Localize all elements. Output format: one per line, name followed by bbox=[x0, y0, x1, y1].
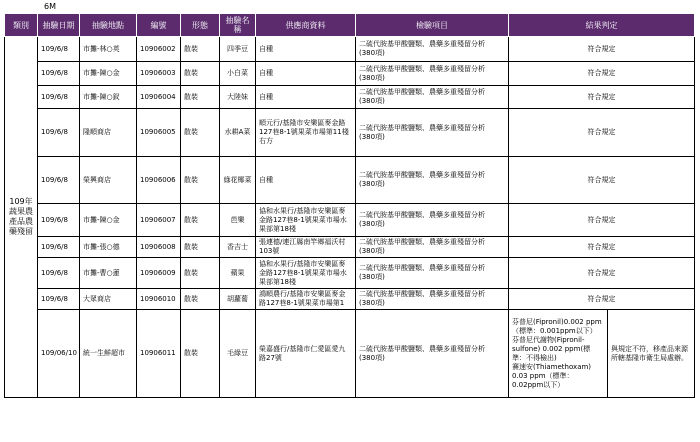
name-cell: 大陸妹 bbox=[220, 86, 256, 109]
result-cell: 芬普尼(Fipronil)0.002 ppm（標準：0.001ppm以下） 芬普尼代謝物(Fipronil-sulfone) 0.002 ppm(標準：不得檢出) 賽速安(Thiamethoxam) 0.03 ppm（標準：0.02ppm以下） bbox=[509, 310, 608, 398]
items-cell: 二硫代胺基甲酸鹽類、農藥多重殘留分析 (380項) bbox=[356, 310, 509, 398]
form-cell: 散裝 bbox=[181, 86, 220, 109]
date-cell: 109/6/8 bbox=[38, 289, 80, 310]
form-cell: 散裝 bbox=[181, 204, 220, 237]
result-cell: 符合規定 bbox=[509, 157, 695, 204]
supplier-cell: 協和水果行/基隆市安樂區麥金路127巷8-1號果菜市場水果部第18棧 bbox=[256, 204, 356, 237]
items-cell: 二硫代胺基甲酸鹽類、農藥多重殘留分析 (380項) bbox=[356, 157, 509, 204]
id-cell: 10906009 bbox=[137, 258, 181, 289]
supplier-cell: 鴻順農行/基隆市安樂區麥金路127巷8-1號果菜市場第1 bbox=[256, 289, 356, 310]
header-date: 抽驗日期 bbox=[38, 14, 80, 37]
header-name: 抽驗名稱 bbox=[220, 14, 256, 37]
name-cell: 香吉士 bbox=[220, 237, 256, 258]
location-cell: 市攤-陳○金 bbox=[80, 62, 137, 86]
supplier-cell: 榮嘉盛行/基隆市仁愛區愛九路27號 bbox=[256, 310, 356, 398]
items-cell: 二硫代胺基甲酸鹽類、農藥多重殘留分析 (380項) bbox=[356, 37, 509, 62]
table-row bbox=[5, 204, 695, 237]
items-cell: 二硫代胺基甲酸鹽類、農藥多重殘留分析 (380項) bbox=[356, 289, 509, 310]
top-label: 6M bbox=[44, 2, 56, 11]
table-row bbox=[5, 258, 695, 289]
location-cell: 市攤-曹○蓮 bbox=[80, 258, 137, 289]
form-cell: 散裝 bbox=[181, 258, 220, 289]
id-cell: 10906006 bbox=[137, 157, 181, 204]
date-cell: 109/6/8 bbox=[38, 157, 80, 204]
result-cell: 符合規定 bbox=[509, 62, 695, 86]
date-cell: 109/06/10 bbox=[38, 310, 80, 398]
form-cell: 散裝 bbox=[181, 157, 220, 204]
date-cell: 109/6/8 bbox=[38, 237, 80, 258]
name-cell: 四季豆 bbox=[220, 37, 256, 62]
items-cell: 二硫代胺基甲酸鹽類、農藥多重殘留分析 (380項) bbox=[356, 237, 509, 258]
result-cell: 符合規定 bbox=[509, 258, 695, 289]
id-cell: 10906002 bbox=[137, 37, 181, 62]
items-cell: 二硫代胺基甲酸鹽類、農藥多重殘留分析 (380項) bbox=[356, 258, 509, 289]
name-cell: 芭樂 bbox=[220, 204, 256, 237]
table-row bbox=[5, 37, 695, 62]
header-result: 結果判定 bbox=[509, 14, 695, 37]
result-cell: 符合規定 bbox=[509, 86, 695, 109]
table-row bbox=[5, 157, 695, 204]
date-cell: 109/6/8 bbox=[38, 62, 80, 86]
date-cell: 109/6/8 bbox=[38, 86, 80, 109]
table-row bbox=[5, 86, 695, 109]
name-cell: 毛綠豆 bbox=[220, 310, 256, 398]
location-cell: 大眾商店 bbox=[80, 289, 137, 310]
location-cell: 市攤-陳○釵 bbox=[80, 86, 137, 109]
name-cell: 小白菜 bbox=[220, 62, 256, 86]
date-cell: 109/6/8 bbox=[38, 204, 80, 237]
table-row bbox=[5, 109, 695, 157]
table-row bbox=[5, 310, 695, 398]
supplier-cell: 順元行/基隆市安樂區麥金路127巷8-1號果菜市場第11棧右方 bbox=[256, 109, 356, 157]
date-cell: 109/6/8 bbox=[38, 37, 80, 62]
location-cell: 統一生鮮超市 bbox=[80, 310, 137, 398]
result-note-cell: 與規定不符，移產品來源所轄基隆市衛生局處辦。 bbox=[608, 310, 695, 398]
id-cell: 10906004 bbox=[137, 86, 181, 109]
name-cell: 胡蘿蔔 bbox=[220, 289, 256, 310]
header-row bbox=[5, 14, 695, 37]
date-cell: 109/6/8 bbox=[38, 258, 80, 289]
items-cell: 二硫代胺基甲酸鹽類、農藥多重殘留分析 (380項) bbox=[356, 109, 509, 157]
id-cell: 10906007 bbox=[137, 204, 181, 237]
items-cell: 二硫代胺基甲酸鹽類、農藥多重殘留分析 (380項) bbox=[356, 204, 509, 237]
id-cell: 10906003 bbox=[137, 62, 181, 86]
header-category: 類別 bbox=[5, 14, 38, 37]
supplier-cell: 自種 bbox=[256, 62, 356, 86]
location-cell: 隆順商店 bbox=[80, 109, 137, 157]
result-cell: 符合規定 bbox=[509, 109, 695, 157]
table-row bbox=[5, 289, 695, 310]
result-cell: 符合規定 bbox=[509, 204, 695, 237]
form-cell: 散裝 bbox=[181, 289, 220, 310]
id-cell: 10906008 bbox=[137, 237, 181, 258]
supplier-cell: 張連德/連江縣南竿鄉福沃村103號 bbox=[256, 237, 356, 258]
form-cell: 散裝 bbox=[181, 237, 220, 258]
header-form: 形態 bbox=[181, 14, 220, 37]
location-cell: 榮興商店 bbox=[80, 157, 137, 204]
inspection-table bbox=[4, 13, 695, 398]
id-cell: 10906011 bbox=[137, 310, 181, 398]
table-row bbox=[5, 237, 695, 258]
name-cell: 綠花椰菜 bbox=[220, 157, 256, 204]
items-cell: 二硫代胺基甲酸鹽類、農藥多重殘留分析 (380項) bbox=[356, 62, 509, 86]
id-cell: 10906010 bbox=[137, 289, 181, 310]
category-cell: 109年 蔬果農產品農藥殘留 bbox=[5, 37, 38, 398]
supplier-cell: 自種 bbox=[256, 37, 356, 62]
id-cell: 10906005 bbox=[137, 109, 181, 157]
form-cell: 散裝 bbox=[181, 109, 220, 157]
location-cell: 市攤-張○德 bbox=[80, 237, 137, 258]
form-cell: 散裝 bbox=[181, 310, 220, 398]
items-cell: 二硫代胺基甲酸鹽類、農藥多重殘留分析 (380項) bbox=[356, 86, 509, 109]
supplier-cell: 自種 bbox=[256, 157, 356, 204]
header-items: 檢驗項目 bbox=[356, 14, 509, 37]
header-supplier: 供應商資料 bbox=[256, 14, 356, 37]
location-cell: 市攤-林○英 bbox=[80, 37, 137, 62]
result-cell: 符合規定 bbox=[509, 237, 695, 258]
name-cell: 蘋果 bbox=[220, 258, 256, 289]
date-cell: 109/6/8 bbox=[38, 109, 80, 157]
result-cell: 符合規定 bbox=[509, 37, 695, 62]
header-id: 編號 bbox=[137, 14, 181, 37]
form-cell: 散裝 bbox=[181, 37, 220, 62]
location-cell: 市攤-陳○金 bbox=[80, 204, 137, 237]
table-row bbox=[5, 62, 695, 86]
result-cell: 符合規定 bbox=[509, 289, 695, 310]
supplier-cell: 協和水果行/基隆市安樂區麥金路127巷8-1號果菜市場水果部第18棧 bbox=[256, 258, 356, 289]
header-location: 抽驗地點 bbox=[80, 14, 137, 37]
form-cell: 散裝 bbox=[181, 62, 220, 86]
name-cell: 水耕A菜 bbox=[220, 109, 256, 157]
supplier-cell: 自種 bbox=[256, 86, 356, 109]
